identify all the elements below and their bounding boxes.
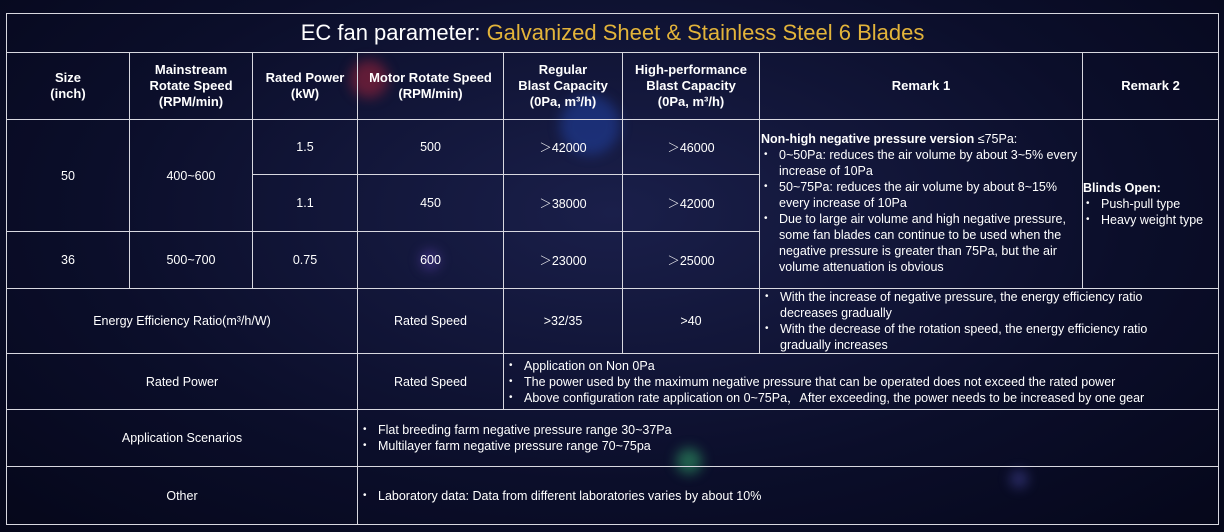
rated-power-row (7, 354, 1219, 410)
list-item: • With the decrease of the rotation speed, the energy efficiency ratio gradually increases (762, 321, 1218, 353)
efficiency-speed: Rated Speed (358, 289, 504, 354)
list-item: • Application on Non 0Pa (506, 358, 1218, 374)
high-cell: ＞25000 (623, 232, 760, 289)
power-cell: 1.5 (253, 120, 358, 175)
rated-power-speed: Rated Speed (358, 354, 504, 410)
motor-cell: 450 (358, 175, 504, 232)
regular-cell: ＞38000 (504, 175, 623, 232)
table-title (7, 14, 1219, 53)
list-item: • With the increase of negative pressure, the energy efficiency ratio decreases gradually (762, 289, 1218, 321)
header-mainstream-speed: Mainstream Rotate Speed (RPM/min) (130, 53, 253, 120)
list-item: • Flat breeding farm negative pressure range 30~37Pa (360, 422, 1218, 438)
other-notes (358, 467, 1219, 525)
rated-power-label: Rated Power (7, 354, 358, 410)
efficiency-high: >40 (623, 289, 760, 354)
mainstream-cell: 400~600 (130, 120, 253, 232)
scenarios-label: Application Scenarios (7, 410, 358, 467)
header-motor-speed: Motor Rotate Speed (RPM/min) (358, 53, 504, 120)
title-accent: Galvanized Sheet & Stainless Steel 6 Blades (486, 20, 925, 45)
title-prefix: EC fan parameter: (300, 20, 487, 45)
efficiency-label: Energy Efficiency Ratio(m³/h/W) (7, 289, 358, 354)
header-rated-power: Rated Power (kW) (253, 53, 358, 120)
efficiency-notes (760, 289, 1219, 354)
header-remark-2: Remark 2 (1083, 53, 1219, 120)
header-remark-1: Remark 1 (760, 53, 1083, 120)
high-cell: ＞42000 (623, 175, 760, 232)
header-regular-capacity: Regular Blast Capacity (0Pa, m³/h) (504, 53, 623, 120)
rated-power-notes (504, 354, 1219, 410)
mainstream-cell: 500~700 (130, 232, 253, 289)
high-cell: ＞46000 (623, 120, 760, 175)
list-item: • 0~50Pa: reduces the air volume by about 3~5% every increase of 10Pa (761, 147, 1082, 179)
remark-2-head: Blinds Open: (1083, 181, 1161, 195)
power-cell: 0.75 (253, 232, 358, 289)
other-row (7, 467, 1219, 525)
list-item: • Push-pull type (1083, 196, 1218, 212)
list-item: • Heavy weight type (1083, 212, 1218, 228)
list-item: • Above configuration rate application on 0~75Pa，After exceeding, the power needs to be increased by one gear (506, 390, 1218, 406)
efficiency-regular: >32/35 (504, 289, 623, 354)
motor-cell: 500 (358, 120, 504, 175)
scenarios-row (7, 410, 1219, 467)
list-item: • The power used by the maximum negative pressure that can be operated does not exceed the rated power (506, 374, 1218, 390)
size-cell: 50 (7, 120, 130, 232)
power-cell: 1.1 (253, 175, 358, 232)
regular-cell: ＞23000 (504, 232, 623, 289)
other-label: Other (7, 467, 358, 525)
list-item: • 50~75Pa: reduces the air volume by about 8~15% every increase of 10Pa (761, 179, 1082, 211)
remark-1-cell (760, 120, 1083, 289)
header-high-capacity: High-performance Blast Capacity (0Pa, m³/h) (623, 53, 760, 120)
list-item: • Due to large air volume and high negative pressure, some fan blades can continue to be used when the negative pressure is greater than 75Pa, but the air volume attenuation is obvious (761, 211, 1082, 275)
motor-cell: 600 (358, 232, 504, 289)
table-row (7, 120, 1219, 175)
regular-cell: ＞42000 (504, 120, 623, 175)
efficiency-row (7, 289, 1219, 354)
list-item: • Laboratory data: Data from different laboratories varies by about 10% (360, 488, 1218, 504)
header-row (7, 53, 1219, 120)
scenarios-notes (358, 410, 1219, 467)
remark-1-head: Non-high negative pressure version ≤75Pa: (761, 132, 1018, 146)
size-cell: 36 (7, 232, 130, 289)
parameter-table (6, 13, 1219, 525)
header-size: Size (inch) (7, 53, 130, 120)
list-item: • Multilayer farm negative pressure range 70~75pa (360, 438, 1218, 454)
remark-2-cell (1083, 120, 1219, 289)
